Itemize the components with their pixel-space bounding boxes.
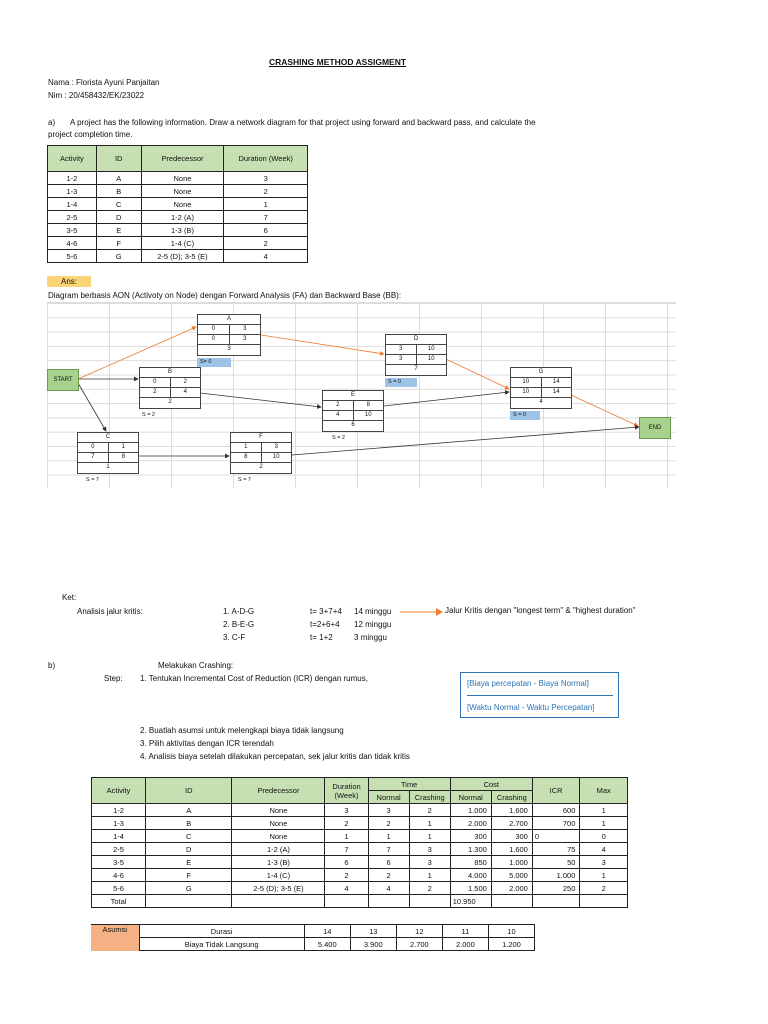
cell bbox=[491, 895, 532, 908]
durasi-value: 12 bbox=[396, 925, 442, 938]
cell: 3 bbox=[580, 856, 628, 869]
biaya-value: 1.200 bbox=[488, 938, 534, 951]
node-a-label: A bbox=[226, 316, 231, 322]
cell: 4 bbox=[368, 882, 409, 895]
cell: 1.000 bbox=[450, 804, 491, 817]
cell: 7 bbox=[368, 843, 409, 856]
node-c-ef: 1 bbox=[121, 444, 125, 450]
cell: E bbox=[146, 856, 232, 869]
node-e-duration: 6 bbox=[351, 422, 355, 428]
student-name: Nama : Florista Ayuni Panjaitan bbox=[48, 78, 160, 87]
header-cost: Cost bbox=[450, 778, 532, 791]
cell: 700 bbox=[532, 817, 580, 830]
cell: 2-5 (D); 3-5 (E) bbox=[232, 882, 325, 895]
cell: 2.000 bbox=[491, 882, 532, 895]
question-a-line2: project completion time. bbox=[48, 130, 133, 139]
durasi-value: 10 bbox=[488, 925, 534, 938]
cell: 4.000 bbox=[450, 869, 491, 882]
aon-network-diagram bbox=[47, 302, 676, 488]
cell: 2 bbox=[224, 237, 308, 250]
node-a-es: 0 bbox=[198, 325, 230, 334]
cell: None bbox=[232, 804, 325, 817]
cell: 2 bbox=[580, 882, 628, 895]
node-b-es: 0 bbox=[140, 378, 171, 387]
cell: G bbox=[146, 882, 232, 895]
path-3-duration: 3 minggu bbox=[354, 633, 387, 642]
cell: 5-6 bbox=[48, 250, 97, 263]
cell: 1 bbox=[224, 198, 308, 211]
cell: 1 bbox=[580, 869, 628, 882]
cell: 1-4 (C) bbox=[141, 237, 224, 250]
node-e bbox=[322, 390, 384, 432]
cell: None bbox=[141, 185, 224, 198]
cell: 2 bbox=[325, 869, 368, 882]
header-duration: Duration (Week) bbox=[224, 146, 308, 172]
cell: 1-4 bbox=[48, 198, 97, 211]
header-time-normal: Normal bbox=[368, 791, 409, 804]
cell: 6 bbox=[224, 224, 308, 237]
table-row bbox=[48, 185, 308, 198]
total-label: Total bbox=[92, 895, 146, 908]
node-a-duration: 3 bbox=[227, 346, 231, 352]
header-cost-normal: Normal bbox=[450, 791, 491, 804]
ket-label: Ket: bbox=[62, 593, 77, 602]
biaya-value: 2.000 bbox=[442, 938, 488, 951]
node-c bbox=[77, 432, 139, 474]
table-row bbox=[48, 237, 308, 250]
cell bbox=[146, 895, 232, 908]
cell: 1.500 bbox=[450, 882, 491, 895]
cell: 3-5 bbox=[48, 224, 97, 237]
cell: None bbox=[232, 817, 325, 830]
cell bbox=[232, 895, 325, 908]
table-row bbox=[48, 211, 308, 224]
header-max: Max bbox=[580, 778, 628, 804]
cell: 1.000 bbox=[532, 869, 580, 882]
durasi-value: 11 bbox=[442, 925, 488, 938]
cell: B bbox=[96, 185, 141, 198]
cell: 6 bbox=[368, 856, 409, 869]
cell: 3-5 bbox=[92, 856, 146, 869]
header-time-crashing: Crashing bbox=[409, 791, 450, 804]
node-f-label: F bbox=[259, 434, 263, 440]
step-label: Step: bbox=[104, 674, 123, 683]
cell: 2 bbox=[409, 882, 450, 895]
table-row bbox=[48, 224, 308, 237]
cell: 7 bbox=[325, 843, 368, 856]
node-g-slack: S = 0 bbox=[510, 411, 540, 420]
node-g bbox=[510, 367, 572, 409]
node-g-duration: 4 bbox=[539, 399, 543, 405]
path-2-duration: 12 minggu bbox=[354, 620, 392, 629]
header-id: ID bbox=[96, 146, 141, 172]
cell: 1.000 bbox=[491, 856, 532, 869]
node-b-ls: 2 bbox=[140, 388, 171, 397]
header-time: Time bbox=[368, 778, 450, 791]
node-b-ef: 2 bbox=[183, 379, 187, 385]
node-g-ef: 14 bbox=[552, 379, 560, 385]
node-e-label: E bbox=[350, 392, 355, 398]
cell: 1-2 bbox=[92, 804, 146, 817]
cell: 3 bbox=[224, 172, 308, 185]
node-c-ls: 7 bbox=[78, 453, 109, 462]
cell: 1-3 (B) bbox=[232, 856, 325, 869]
cell: 1 bbox=[580, 804, 628, 817]
cell: 600 bbox=[532, 804, 580, 817]
path-1-duration: 14 minggu bbox=[354, 607, 392, 616]
cell: 1-4 bbox=[92, 830, 146, 843]
total-cost: 10.950 bbox=[450, 895, 491, 908]
node-d-label: D bbox=[413, 336, 419, 342]
node-c-lf: 8 bbox=[121, 454, 125, 460]
biaya-value: 5.400 bbox=[304, 938, 350, 951]
cell: 75 bbox=[532, 843, 580, 856]
critical-path-analysis-label: Analisis jalur kritis: bbox=[77, 607, 143, 616]
cell: 300 bbox=[450, 830, 491, 843]
node-c-es: 0 bbox=[78, 443, 109, 452]
cell: E bbox=[96, 224, 141, 237]
arrow-g-end bbox=[571, 395, 638, 426]
cell: 1-2 bbox=[48, 172, 97, 185]
node-e-slack: S = 2 bbox=[332, 435, 345, 441]
header-duration-unit: (Week) bbox=[334, 790, 359, 800]
node-b-lf: 4 bbox=[183, 389, 187, 395]
node-c-label: C bbox=[105, 434, 111, 440]
path-3-formula: t= 1+2 bbox=[310, 633, 333, 642]
header-activity: Activity bbox=[48, 146, 97, 172]
cell: 1.600 bbox=[491, 804, 532, 817]
path-2-formula: t=2+6+4 bbox=[310, 620, 340, 629]
cell: A bbox=[96, 172, 141, 185]
header-duration-label: Duration bbox=[332, 781, 361, 791]
cell: None bbox=[141, 172, 224, 185]
header-icr: ICR bbox=[532, 778, 580, 804]
cell: 3 bbox=[409, 843, 450, 856]
path-1: 1. A-D-G bbox=[223, 607, 255, 616]
arrow-right-icon bbox=[400, 607, 444, 617]
cell: 6 bbox=[325, 856, 368, 869]
cell: 1-2 (A) bbox=[141, 211, 224, 224]
node-e-ef: 8 bbox=[366, 402, 370, 408]
step-3: 3. Pilih aktivitas dengan ICR terendah bbox=[140, 739, 274, 748]
cell: D bbox=[146, 843, 232, 856]
cell: 7 bbox=[224, 211, 308, 224]
cell bbox=[409, 895, 450, 908]
cell: C bbox=[96, 198, 141, 211]
cell: 2.000 bbox=[450, 817, 491, 830]
node-b-duration: 2 bbox=[168, 399, 172, 405]
node-d-ls: 3 bbox=[386, 355, 417, 364]
table-row bbox=[92, 804, 628, 817]
node-g-es: 10 bbox=[511, 378, 542, 387]
table-row bbox=[92, 830, 628, 843]
path-3: 3. C-F bbox=[223, 633, 246, 642]
cell: 4 bbox=[580, 843, 628, 856]
cell: 4 bbox=[325, 882, 368, 895]
table-row bbox=[92, 856, 628, 869]
node-b-slack: S = 2 bbox=[142, 412, 155, 418]
cell: 4-6 bbox=[48, 237, 97, 250]
formula-denominator: [Waktu Normal - Waktu Percepatan] bbox=[467, 703, 595, 712]
arrow-e-g bbox=[384, 392, 509, 406]
node-f-ls: 8 bbox=[231, 453, 262, 462]
cell: 1-3 bbox=[92, 817, 146, 830]
biaya-value: 3.900 bbox=[350, 938, 396, 951]
biaya-tidak-langsung-label: Biaya Tidak Langsung bbox=[139, 938, 304, 951]
cell: 2.700 bbox=[491, 817, 532, 830]
node-e-ls: 4 bbox=[323, 411, 354, 420]
path-2: 2. B-E-G bbox=[223, 620, 255, 629]
node-c-duration: 1 bbox=[106, 464, 110, 470]
cell: 1 bbox=[580, 817, 628, 830]
node-d-slack: S = 0 bbox=[385, 378, 417, 387]
cell: 1 bbox=[409, 830, 450, 843]
cell: 4 bbox=[224, 250, 308, 263]
cell: 2 bbox=[325, 817, 368, 830]
header-cost-crashing: Crashing bbox=[491, 791, 532, 804]
node-f-duration: 2 bbox=[259, 464, 263, 470]
header-activity: Activity bbox=[92, 778, 146, 804]
cell: None bbox=[232, 830, 325, 843]
cell bbox=[580, 895, 628, 908]
step-4: 4. Analisis biaya setelah dilakukan percepatan, sek jalur kritis dan tidak kritis bbox=[140, 752, 410, 761]
activity-table bbox=[47, 145, 308, 263]
node-a bbox=[197, 314, 261, 356]
question-a-line1: A project has the following information. Draw a network diagram for that project using forward and backward pass, and calculate the bbox=[70, 118, 536, 127]
cell: 3 bbox=[368, 804, 409, 817]
page-title: CRASHING METHOD ASSIGMENT bbox=[268, 57, 407, 67]
cell: 1-3 bbox=[48, 185, 97, 198]
cell: C bbox=[146, 830, 232, 843]
cell: 2-5 (D); 3-5 (E) bbox=[141, 250, 224, 263]
cell bbox=[368, 895, 409, 908]
header-predecessor: Predecessor bbox=[232, 778, 325, 804]
part-b-heading: Melakukan Crashing: bbox=[158, 661, 234, 670]
node-e-lf: 10 bbox=[364, 412, 372, 418]
cell: 1.300 bbox=[450, 843, 491, 856]
node-f bbox=[230, 432, 292, 474]
header-id: ID bbox=[146, 778, 232, 804]
biaya-value: 2.700 bbox=[396, 938, 442, 951]
durasi-label: Durasi bbox=[139, 925, 304, 938]
cell: 300 bbox=[491, 830, 532, 843]
node-d-es: 3 bbox=[386, 345, 417, 354]
node-d-duration: 7 bbox=[414, 366, 418, 372]
node-a-ef: 3 bbox=[243, 326, 247, 332]
cell bbox=[532, 895, 580, 908]
crashing-table bbox=[91, 777, 628, 908]
part-b-marker: b) bbox=[48, 661, 56, 670]
end-node: END bbox=[639, 417, 671, 439]
cell: 5.000 bbox=[491, 869, 532, 882]
node-d-ef: 10 bbox=[427, 346, 435, 352]
node-f-lf: 10 bbox=[272, 454, 280, 460]
node-b-label: B bbox=[167, 369, 172, 375]
cell: F bbox=[146, 869, 232, 882]
formula-numerator: [Biaya percepatan - Biaya Normal] bbox=[467, 679, 589, 688]
arrow-a-d bbox=[261, 335, 384, 354]
cell: 850 bbox=[450, 856, 491, 869]
cell: 1 bbox=[409, 869, 450, 882]
formula-divider bbox=[467, 695, 613, 696]
cell: 1 bbox=[368, 830, 409, 843]
cell bbox=[325, 895, 368, 908]
node-a-lf: 3 bbox=[243, 336, 247, 342]
node-c-slack: S = 7 bbox=[86, 477, 99, 483]
cell: 3 bbox=[409, 856, 450, 869]
cell: None bbox=[141, 198, 224, 211]
cell: 1-3 (B) bbox=[141, 224, 224, 237]
table-row bbox=[48, 198, 308, 211]
durasi-value: 14 bbox=[304, 925, 350, 938]
cell: 0 bbox=[580, 830, 628, 843]
node-g-label: G bbox=[538, 369, 544, 375]
path-1-formula: t= 3+7+4 bbox=[310, 607, 342, 616]
node-b bbox=[139, 367, 201, 409]
table-row bbox=[92, 869, 628, 882]
icr-formula-box bbox=[460, 672, 619, 718]
node-d bbox=[385, 334, 447, 376]
node-d-lf: 10 bbox=[427, 356, 435, 362]
cell: 1 bbox=[409, 817, 450, 830]
ans-label: Ans: bbox=[47, 276, 91, 287]
cell: 1.600 bbox=[491, 843, 532, 856]
cell: 2-5 bbox=[48, 211, 97, 224]
diagram-caption: Diagram berbasis AON (Activoty on Node) dengan Forward Analysis (FA) dan Backward Base (BB): bbox=[48, 291, 402, 300]
cell: 1-2 (A) bbox=[232, 843, 325, 856]
table-row bbox=[48, 250, 308, 263]
cell: 1 bbox=[325, 830, 368, 843]
cell: F bbox=[96, 237, 141, 250]
asumsi-label: Asumsi bbox=[91, 925, 139, 951]
total-row bbox=[92, 895, 628, 908]
header-predecessor: Predecessor bbox=[141, 146, 224, 172]
node-f-slack: S = 7 bbox=[238, 477, 251, 483]
durasi-value: 13 bbox=[350, 925, 396, 938]
cell: 50 bbox=[532, 856, 580, 869]
cell: 2-5 bbox=[92, 843, 146, 856]
node-g-lf: 14 bbox=[552, 389, 560, 395]
question-a-marker: a) bbox=[48, 118, 56, 127]
arrow-start-c bbox=[78, 383, 106, 431]
node-a-slack: S= 0 bbox=[197, 358, 231, 367]
node-f-ef: 3 bbox=[274, 444, 278, 450]
cell: 2 bbox=[368, 869, 409, 882]
cell: 250 bbox=[532, 882, 580, 895]
cell: 2 bbox=[224, 185, 308, 198]
node-e-es: 2 bbox=[323, 401, 354, 410]
step-2: 2. Buatlah asumsi untuk melengkapi biaya tidak langsung bbox=[140, 726, 344, 735]
cell: 1-4 (C) bbox=[232, 869, 325, 882]
student-nim: Nim : 20/458432/EK/23022 bbox=[48, 91, 145, 100]
cell: A bbox=[146, 804, 232, 817]
header-duration bbox=[325, 778, 368, 804]
cell: 2 bbox=[409, 804, 450, 817]
step-1: 1. Tentukan Incremental Cost of Reduction (ICR) dengan rumus, bbox=[140, 674, 368, 683]
table-row bbox=[92, 882, 628, 895]
start-node: START bbox=[47, 369, 79, 391]
arrow-b-e bbox=[200, 393, 321, 407]
critical-path-note: Jalur Kritis dengan "longest term" & "highest duration" bbox=[445, 606, 636, 615]
cell: 3 bbox=[325, 804, 368, 817]
cell: 0 bbox=[532, 830, 580, 843]
cell: 5-6 bbox=[92, 882, 146, 895]
cell: D bbox=[96, 211, 141, 224]
cell: 2 bbox=[368, 817, 409, 830]
table-row bbox=[92, 843, 628, 856]
table-row bbox=[48, 172, 308, 185]
cell: B bbox=[146, 817, 232, 830]
table-row bbox=[92, 817, 628, 830]
cell: G bbox=[96, 250, 141, 263]
node-g-ls: 10 bbox=[511, 388, 542, 397]
node-f-es: 1 bbox=[231, 443, 262, 452]
asumsi-table bbox=[91, 924, 535, 951]
cell: 4-6 bbox=[92, 869, 146, 882]
arrow-d-g bbox=[446, 359, 509, 389]
node-a-ls: 0 bbox=[198, 335, 230, 344]
